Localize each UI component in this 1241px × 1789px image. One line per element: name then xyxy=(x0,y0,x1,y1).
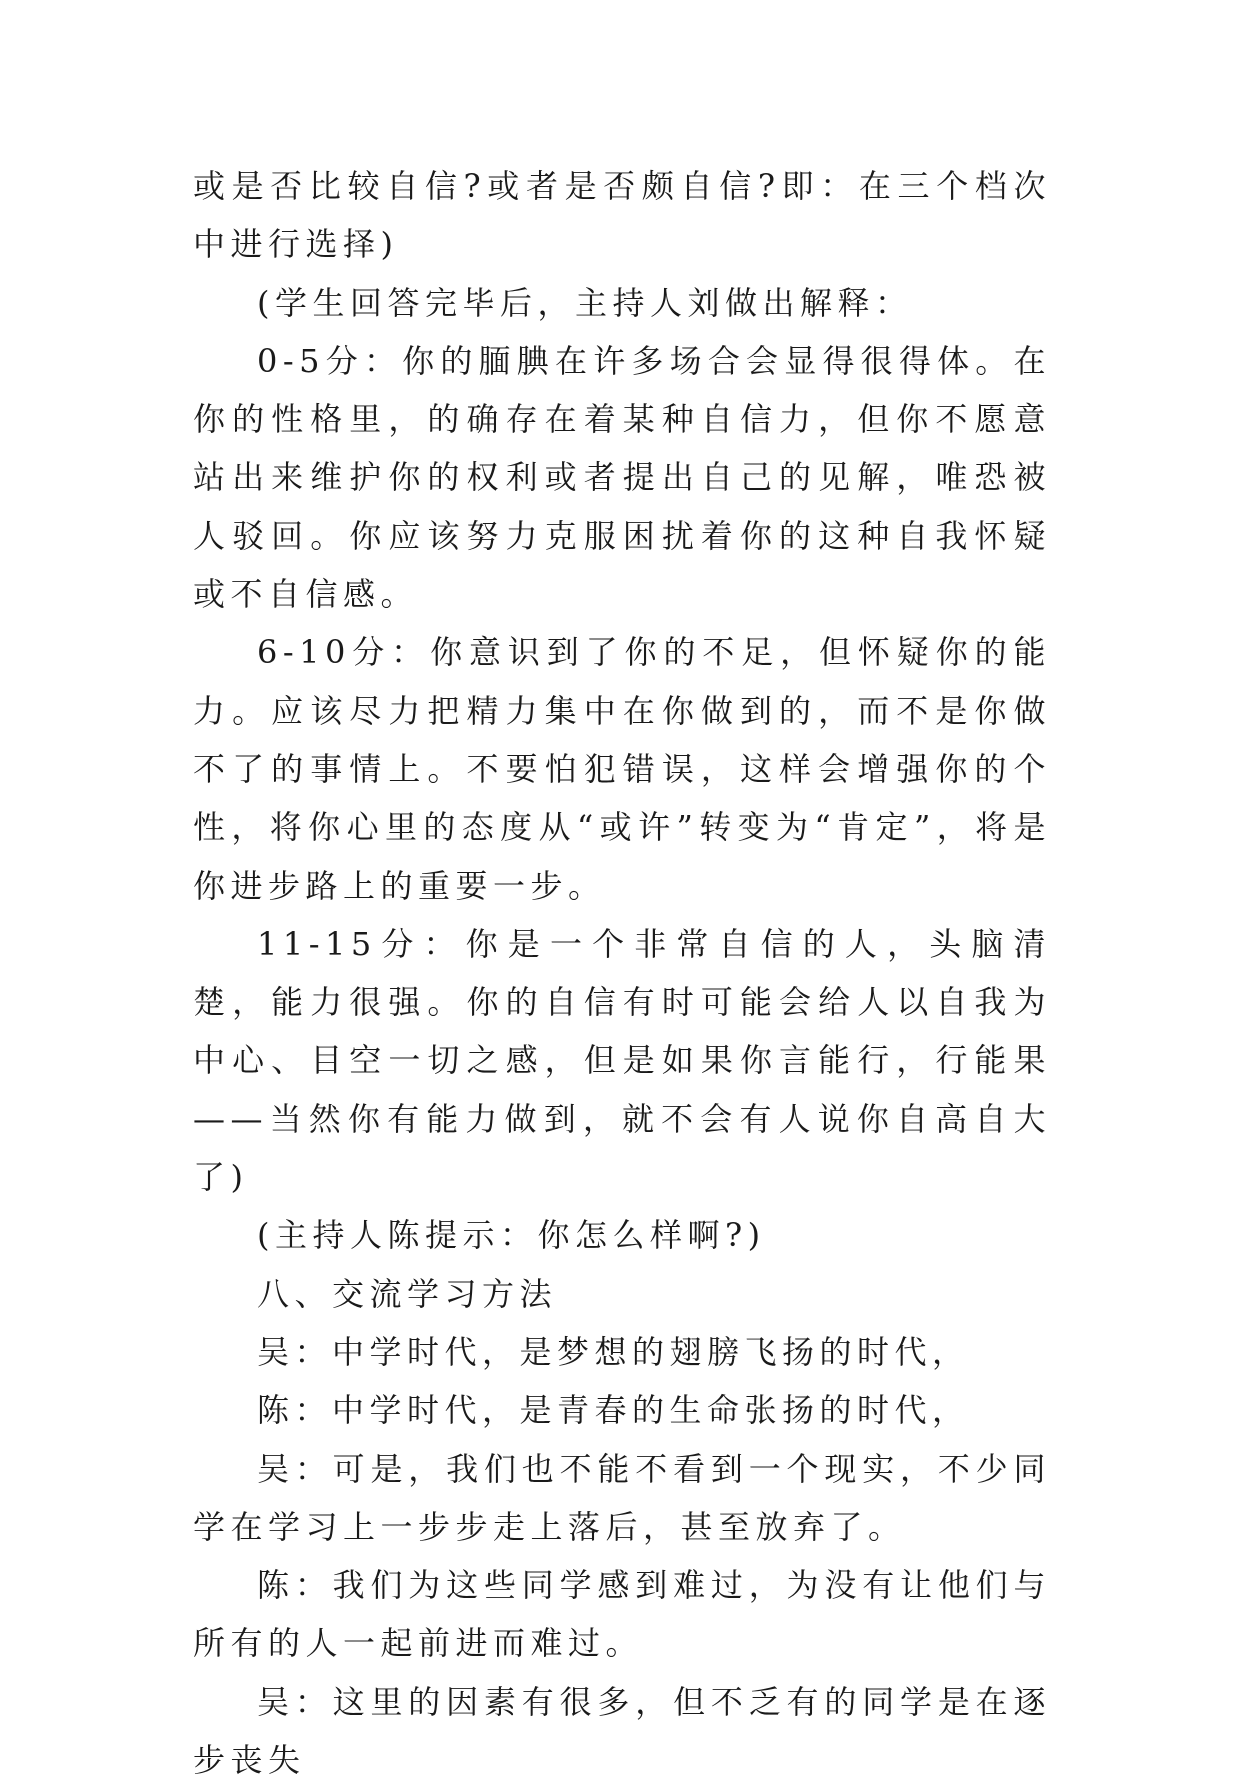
paragraph-3: 0-5分：你的腼腆在许多场合会显得很得体。在你的性格里，的确存在着某种自信力，但你不愿意站出来维护你的权利或者提出自己的见解，唯恐被人驳回。你应该努力克服困扰着你的这种自我怀疑或不自信感。 xyxy=(193,341,1051,614)
paragraph-9: 陈：中学时代，是青春的生命张扬的时代， xyxy=(257,1391,970,1430)
paragraph-12: 吴：这里的因素有很多，但不乏有的同学是在逐步丧失 xyxy=(193,1682,1051,1780)
paragraph-5: 11-15分：你是一个非常自信的人，头脑清楚，能力很强。你的自信有时可能会给人以自我为中心、目空一切之感，但是如果你言能行，行能果——当然你有能力做到，就不会有人说你自高自大了) xyxy=(193,924,1051,1197)
section-heading: 八、交流学习方法 xyxy=(257,1274,558,1313)
paragraph-11: 陈：我们为这些同学感到难过，为没有让他们与所有的人一起前进而难过。 xyxy=(193,1566,1051,1663)
document-body xyxy=(193,157,1051,1789)
paragraph-1: 或是否比较自信?或者是否颇自信?即：在三个档次中进行选择) xyxy=(193,167,1051,264)
paragraph-8: 吴：中学时代，是梦想的翅膀飞扬的时代， xyxy=(257,1332,970,1371)
paragraph-2: (学生回答完毕后，主持人刘做出解释： xyxy=(257,283,913,322)
paragraph-10: 吴：可是，我们也不能不看到一个现实，不少同学在学习上一步步走上落后，甚至放弃了。 xyxy=(193,1449,1051,1546)
paragraph-6: (主持人陈提示：你怎么样啊?) xyxy=(257,1216,766,1255)
paragraph-4: 6-10分：你意识到了你的不足，但怀疑你的能力。应该尽力把精力集中在你做到的，而不是你做不了的事情上。不要怕犯错误，这样会增强你的个性，将你心里的态度从“或许”转变为“肯定”，将是你进步路上的重要一步。 xyxy=(193,633,1051,905)
